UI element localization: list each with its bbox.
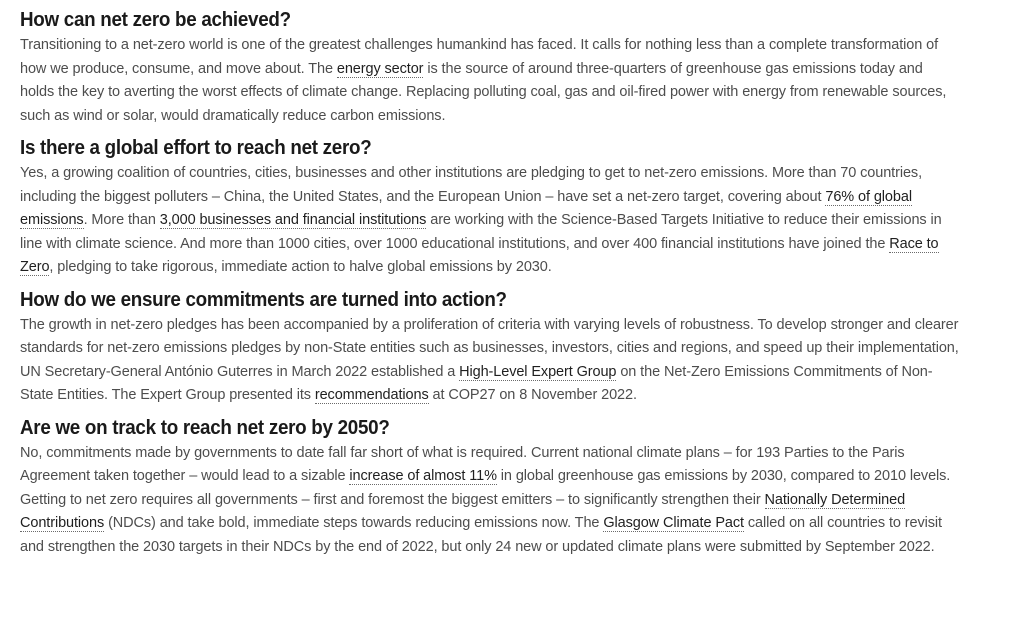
paragraph-text: on the Net-Zero Emissions Commitments of Non-State Entities. The Expert Group presented its bbox=[20, 363, 933, 403]
ndc-link[interactable]: Nationally Determined Contributions bbox=[20, 491, 906, 531]
high-level-expert-group-link[interactable]: High-Level Expert Group bbox=[459, 363, 617, 380]
section-heading: Is there a global effort to reach net zero? bbox=[20, 137, 372, 159]
paragraph-text: . More than bbox=[83, 212, 160, 228]
faq-section-commitments-action bbox=[20, 286, 960, 408]
paragraph-text: No, commitments made by governments to date fall far short of what is required. Current national climate plans – for 193 Parties to the Paris Agreement taken together – would lead to a sizable bbox=[20, 444, 905, 484]
faq-section-on-track-2050 bbox=[20, 414, 960, 560]
global-emissions-link[interactable]: 76% of global emissions bbox=[20, 188, 912, 228]
paragraph-text: The growth in net-zero pledges has been accompanied by a proliferation of criteria with varying levels of robustness. To develop stronger and clearer standards for net-zero emissions pledges by non-State entities such as businesses, investors, cities and regions, and speed up their implementation, UN Secretary-General António Guterres in March 2022 established a bbox=[20, 316, 959, 380]
paragraph-text: called on all countries to revisit and strengthen the 2030 targets in their NDCs by the end of 2022, but only 24 new or updated climate plans were submitted by September 2022. bbox=[20, 515, 942, 555]
section-paragraph bbox=[20, 314, 960, 408]
increase-almost-11-link[interactable]: increase of almost 11% bbox=[349, 468, 497, 484]
section-heading: How can net zero be achieved? bbox=[20, 9, 291, 31]
section-heading: How do we ensure commitments are turned into action? bbox=[20, 288, 507, 311]
section-heading: Are we on track to reach net zero by 2050? bbox=[20, 416, 390, 439]
section-paragraph bbox=[20, 442, 960, 560]
faq-section-global-effort bbox=[20, 134, 960, 280]
paragraph-text: at COP27 on 8 November 2022. bbox=[428, 387, 637, 403]
businesses-institutions-link[interactable]: 3,000 businesses and financial institutions bbox=[159, 212, 427, 228]
race-to-zero-link[interactable]: Race to Zero bbox=[20, 235, 939, 275]
paragraph-text: (NDCs) and take bold, immediate steps towards reducing emissions now. The bbox=[104, 515, 604, 531]
section-paragraph bbox=[20, 162, 960, 280]
recommendations-link[interactable]: recommendations bbox=[314, 387, 429, 403]
paragraph-text: is the source of around three-quarters of greenhouse gas emissions today and holds the key to averting the worst effects of climate change. Replacing polluting coal, gas and oil-fired power with energy from renewable sources, such as wind or solar, would dramatically reduce carbon emissions. bbox=[20, 60, 947, 124]
paragraph-text: in global greenhouse gas emissions by 2030, compared to 2010 levels. Getting to net zero requires all governments – first and foremost the biggest emitters – to significantly strengthen their bbox=[20, 468, 951, 508]
paragraph-text: Transitioning to a net-zero world is one of the greatest challenges humankind has faced. It calls for nothing less than a complete transformation of how we produce, consume, and move about. The bbox=[20, 37, 939, 77]
section-paragraph bbox=[20, 34, 960, 128]
glasgow-climate-pact-link[interactable]: Glasgow Climate Pact bbox=[603, 515, 744, 531]
paragraph-text: are working with the Science-Based Targets Initiative to reduce their emissions in line with climate science. And more than 1000 cities, over 1000 educational institutions, and over 400 financial institutions have joined the bbox=[20, 212, 942, 252]
faq-section-net-zero-achieved bbox=[20, 6, 960, 128]
paragraph-text: Yes, a growing coalition of countries, cities, businesses and other institutions are pledging to get to net-zero emissions. More than 70 countries, including the biggest polluters – China, the United States, and the European Union – have set a net-zero target, covering about bbox=[20, 165, 923, 205]
paragraph-text: , pledging to take rigorous, immediate action to halve global emissions by 2030. bbox=[49, 259, 552, 275]
energy-sector-link[interactable]: energy sector bbox=[336, 60, 424, 77]
